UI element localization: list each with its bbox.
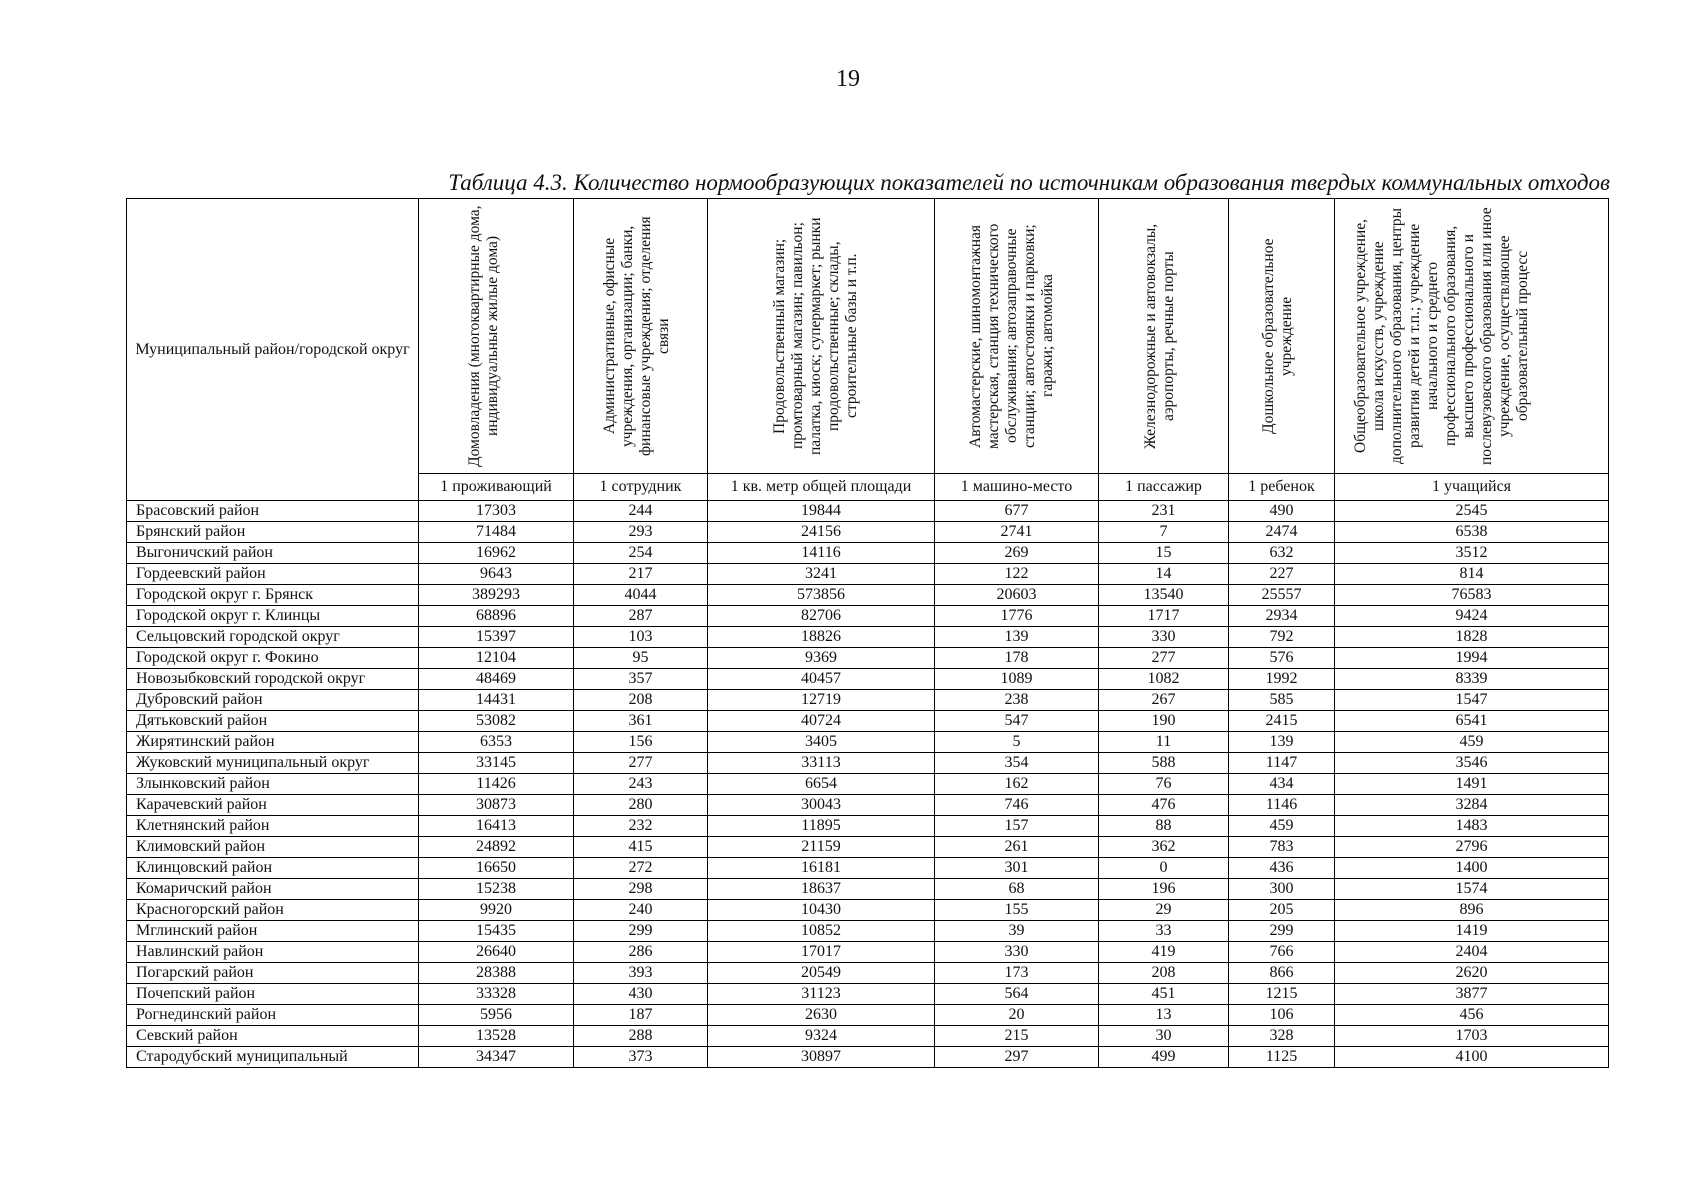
region-name-cell: Погарский район [127,963,419,984]
value-cell: 76 [1099,774,1229,795]
value-cell: 103 [574,627,708,648]
region-name-cell: Дубровский район [127,690,419,711]
header-row [127,199,1609,474]
value-cell: 71484 [419,522,574,543]
value-cell: 15435 [419,921,574,942]
value-cell: 238 [935,690,1099,711]
table-row [127,879,1609,900]
value-cell: 28388 [419,963,574,984]
value-cell: 76583 [1335,585,1609,606]
value-cell: 490 [1229,501,1335,522]
table-row [127,543,1609,564]
value-cell: 288 [574,1026,708,1047]
value-cell: 300 [1229,879,1335,900]
region-name-cell: Городской округ г. Клинцы [127,606,419,627]
value-cell: 476 [1099,795,1229,816]
region-name-cell: Стародубский муниципальный [127,1047,419,1068]
value-cell: 16650 [419,858,574,879]
table-body [127,501,1609,1068]
value-cell: 243 [574,774,708,795]
table-row [127,648,1609,669]
value-cell: 1574 [1335,879,1609,900]
table-row [127,753,1609,774]
value-cell: 1125 [1229,1047,1335,1068]
region-name-cell: Городской округ г. Фокино [127,648,419,669]
value-cell: 25557 [1229,585,1335,606]
region-name-cell: Гордеевский район [127,564,419,585]
value-cell: 13528 [419,1026,574,1047]
value-cell: 244 [574,501,708,522]
value-cell: 227 [1229,564,1335,585]
value-cell: 361 [574,711,708,732]
value-cell: 139 [935,627,1099,648]
value-cell: 9324 [708,1026,935,1047]
value-cell: 26640 [419,942,574,963]
value-cell: 208 [1099,963,1229,984]
region-name-cell: Новозыбковский городской округ [127,669,419,690]
value-cell: 18637 [708,879,935,900]
value-cell: 430 [574,984,708,1005]
value-cell: 576 [1229,648,1335,669]
table-caption: Таблица 4.3. Количество нормообразующих показателей по источникам образования твердых коммунальных отходов [448,170,1610,195]
column-header-offices: Административные, офисные учреждения, организации; банки, финансовые учреждения; отделения связи [574,199,708,474]
value-cell: 3241 [708,564,935,585]
value-cell: 88 [1099,816,1229,837]
value-cell: 11 [1099,732,1229,753]
value-cell: 373 [574,1047,708,1068]
unit-cell: 1 машино-место [935,474,1099,501]
table-row [127,900,1609,921]
value-cell: 564 [935,984,1099,1005]
region-name-cell: Городской округ г. Брянск [127,585,419,606]
value-cell: 269 [935,543,1099,564]
value-cell: 1703 [1335,1026,1609,1047]
value-cell: 357 [574,669,708,690]
value-cell: 1547 [1335,690,1609,711]
value-cell: 451 [1099,984,1229,1005]
value-cell: 287 [574,606,708,627]
value-cell: 328 [1229,1026,1335,1047]
value-cell: 261 [935,837,1099,858]
value-cell: 16181 [708,858,935,879]
unit-cell: 1 кв. метр общей площади [708,474,935,501]
value-cell: 766 [1229,942,1335,963]
column-header-households: Домовладения (многоквартирные дома, индивидуальные жилые дома) [419,199,574,474]
value-cell: 677 [935,501,1099,522]
value-cell: 299 [574,921,708,942]
value-cell: 173 [935,963,1099,984]
column-header-shops: Продовольственный магазин; промтоварный магазин; павильон; палатка, киоск; супермаркет; рынки продовольственные; склады, строительные базы и т.п. [708,199,935,474]
value-cell: 354 [935,753,1099,774]
value-cell: 1776 [935,606,1099,627]
region-name-cell: Жирятинский район [127,732,419,753]
value-cell: 33 [1099,921,1229,942]
table-row [127,795,1609,816]
value-cell: 3405 [708,732,935,753]
value-cell: 190 [1099,711,1229,732]
value-cell: 783 [1229,837,1335,858]
value-cell: 20549 [708,963,935,984]
value-cell: 330 [935,942,1099,963]
value-cell: 866 [1229,963,1335,984]
value-cell: 30873 [419,795,574,816]
value-cell: 17303 [419,501,574,522]
value-cell: 178 [935,648,1099,669]
value-cell: 33113 [708,753,935,774]
value-cell: 389293 [419,585,574,606]
table-row [127,627,1609,648]
value-cell: 12719 [708,690,935,711]
table-row [127,774,1609,795]
value-cell: 17017 [708,942,935,963]
unit-cell: 1 сотрудник [574,474,708,501]
value-cell: 6654 [708,774,935,795]
value-cell: 20603 [935,585,1099,606]
value-cell: 277 [574,753,708,774]
value-cell: 746 [935,795,1099,816]
value-cell: 155 [935,900,1099,921]
waste-norms-table [126,198,1609,1068]
table-row [127,606,1609,627]
value-cell: 3284 [1335,795,1609,816]
region-name-cell: Жуковский муниципальный округ [127,753,419,774]
value-cell: 434 [1229,774,1335,795]
value-cell: 280 [574,795,708,816]
value-cell: 2545 [1335,501,1609,522]
value-cell: 14116 [708,543,935,564]
value-cell: 814 [1335,564,1609,585]
table-row [127,501,1609,522]
value-cell: 15 [1099,543,1229,564]
table-row [127,816,1609,837]
value-cell: 1089 [935,669,1099,690]
value-cell: 16413 [419,816,574,837]
table-row [127,669,1609,690]
value-cell: 1146 [1229,795,1335,816]
value-cell: 547 [935,711,1099,732]
value-cell: 33145 [419,753,574,774]
unit-cell: 1 пассажир [1099,474,1229,501]
value-cell: 3512 [1335,543,1609,564]
value-cell: 1992 [1229,669,1335,690]
unit-cell: 1 проживающий [419,474,574,501]
value-cell: 6353 [419,732,574,753]
value-cell: 208 [574,690,708,711]
value-cell: 299 [1229,921,1335,942]
region-name-cell: Клетнянский район [127,816,419,837]
value-cell: 459 [1335,732,1609,753]
region-name-cell: Брасовский район [127,501,419,522]
value-cell: 272 [574,858,708,879]
value-cell: 6538 [1335,522,1609,543]
region-name-cell: Выгоничский район [127,543,419,564]
region-name-cell: Клинцовский район [127,858,419,879]
value-cell: 1491 [1335,774,1609,795]
table-row [127,837,1609,858]
value-cell: 301 [935,858,1099,879]
region-name-cell: Почепский район [127,984,419,1005]
table-row [127,1026,1609,1047]
value-cell: 393 [574,963,708,984]
value-cell: 16962 [419,543,574,564]
column-header-stations: Железнодорожные и автовокзалы, аэропорты, речные порты [1099,199,1229,474]
value-cell: 15238 [419,879,574,900]
column-header-schools: Общеобразовательное учреждение, школа искусств, учреждение дополнительного образования, центры развития детей и т.п.; учреждение начального и среднего профессионального образования, высшего профессионального и послевузовского образования или иное учреждение, осуществляющее образовательный процесс [1335,199,1609,474]
value-cell: 40457 [708,669,935,690]
table-row [127,921,1609,942]
region-name-cell: Дятьковский район [127,711,419,732]
value-cell: 415 [574,837,708,858]
value-cell: 95 [574,648,708,669]
value-cell: 8339 [1335,669,1609,690]
value-cell: 39 [935,921,1099,942]
value-cell: 13 [1099,1005,1229,1026]
value-cell: 68 [935,879,1099,900]
value-cell: 2474 [1229,522,1335,543]
table-row [127,963,1609,984]
unit-cell: 1 ребенок [1229,474,1335,501]
value-cell: 33328 [419,984,574,1005]
value-cell: 254 [574,543,708,564]
value-cell: 298 [574,879,708,900]
value-cell: 9369 [708,648,935,669]
value-cell: 2796 [1335,837,1609,858]
table-row [127,522,1609,543]
region-name-cell: Севский район [127,1026,419,1047]
value-cell: 9643 [419,564,574,585]
value-cell: 11426 [419,774,574,795]
value-cell: 31123 [708,984,935,1005]
value-cell: 29 [1099,900,1229,921]
value-cell: 1419 [1335,921,1609,942]
value-cell: 2415 [1229,711,1335,732]
value-cell: 1717 [1099,606,1229,627]
value-cell: 240 [574,900,708,921]
region-name-cell: Красногорский район [127,900,419,921]
value-cell: 157 [935,816,1099,837]
value-cell: 205 [1229,900,1335,921]
unit-cell: 1 учащийся [1335,474,1609,501]
value-cell: 585 [1229,690,1335,711]
value-cell: 499 [1099,1047,1229,1068]
value-cell: 14431 [419,690,574,711]
value-cell: 2934 [1229,606,1335,627]
value-cell: 9424 [1335,606,1609,627]
value-cell: 286 [574,942,708,963]
value-cell: 19844 [708,501,935,522]
value-cell: 122 [935,564,1099,585]
value-cell: 632 [1229,543,1335,564]
value-cell: 3877 [1335,984,1609,1005]
value-cell: 14 [1099,564,1229,585]
value-cell: 1215 [1229,984,1335,1005]
value-cell: 34347 [419,1047,574,1068]
value-cell: 24156 [708,522,935,543]
value-cell: 1400 [1335,858,1609,879]
table-row [127,711,1609,732]
value-cell: 2630 [708,1005,935,1026]
region-name-cell: Карачевский район [127,795,419,816]
table-row [127,942,1609,963]
value-cell: 4044 [574,585,708,606]
value-cell: 293 [574,522,708,543]
table-row [127,732,1609,753]
value-cell: 267 [1099,690,1229,711]
value-cell: 2404 [1335,942,1609,963]
value-cell: 2741 [935,522,1099,543]
value-cell: 156 [574,732,708,753]
value-cell: 1828 [1335,627,1609,648]
table-row [127,564,1609,585]
value-cell: 30897 [708,1047,935,1068]
value-cell: 30043 [708,795,935,816]
value-cell: 215 [935,1026,1099,1047]
region-name-cell: Злынковский район [127,774,419,795]
value-cell: 10852 [708,921,935,942]
value-cell: 15397 [419,627,574,648]
value-cell: 330 [1099,627,1229,648]
value-cell: 24892 [419,837,574,858]
region-name-cell: Мглинский район [127,921,419,942]
value-cell: 1147 [1229,753,1335,774]
value-cell: 18826 [708,627,935,648]
value-cell: 588 [1099,753,1229,774]
table-row [127,858,1609,879]
value-cell: 0 [1099,858,1229,879]
value-cell: 4100 [1335,1047,1609,1068]
value-cell: 53082 [419,711,574,732]
value-cell: 277 [1099,648,1229,669]
value-cell: 139 [1229,732,1335,753]
value-cell: 9920 [419,900,574,921]
value-cell: 68896 [419,606,574,627]
value-cell: 20 [935,1005,1099,1026]
region-column-header: Муниципальный район/городской округ [127,199,419,501]
value-cell: 7 [1099,522,1229,543]
value-cell: 573856 [708,585,935,606]
value-cell: 1994 [1335,648,1609,669]
column-header-preschool: Дошкольное образовательное учреждение [1229,199,1335,474]
table-row [127,1005,1609,1026]
value-cell: 3546 [1335,753,1609,774]
value-cell: 48469 [419,669,574,690]
value-cell: 792 [1229,627,1335,648]
value-cell: 12104 [419,648,574,669]
table-row [127,690,1609,711]
value-cell: 106 [1229,1005,1335,1026]
value-cell: 297 [935,1047,1099,1068]
value-cell: 217 [574,564,708,585]
value-cell: 13540 [1099,585,1229,606]
region-name-cell: Климовский район [127,837,419,858]
value-cell: 1483 [1335,816,1609,837]
value-cell: 419 [1099,942,1229,963]
table-row [127,1047,1609,1068]
value-cell: 82706 [708,606,935,627]
value-cell: 456 [1335,1005,1609,1026]
value-cell: 30 [1099,1026,1229,1047]
region-name-cell: Навлинский район [127,942,419,963]
value-cell: 196 [1099,879,1229,900]
value-cell: 21159 [708,837,935,858]
region-name-cell: Сельцовский городской округ [127,627,419,648]
value-cell: 1082 [1099,669,1229,690]
value-cell: 40724 [708,711,935,732]
page-number: 19 [836,66,860,92]
value-cell: 5 [935,732,1099,753]
value-cell: 162 [935,774,1099,795]
value-cell: 6541 [1335,711,1609,732]
value-cell: 10430 [708,900,935,921]
value-cell: 436 [1229,858,1335,879]
region-name-cell: Брянский район [127,522,419,543]
value-cell: 896 [1335,900,1609,921]
value-cell: 2620 [1335,963,1609,984]
table-row [127,984,1609,1005]
value-cell: 231 [1099,501,1229,522]
table-row [127,585,1609,606]
value-cell: 362 [1099,837,1229,858]
region-name-cell: Рогнединский район [127,1005,419,1026]
value-cell: 5956 [419,1005,574,1026]
value-cell: 232 [574,816,708,837]
value-cell: 459 [1229,816,1335,837]
value-cell: 187 [574,1005,708,1026]
value-cell: 11895 [708,816,935,837]
region-name-cell: Комаричский район [127,879,419,900]
column-header-auto-services: Автомастерские, шиномонтажная мастерская, станция технического обслуживания; автозаправочные станции; автостоянки и парковки; гаражи; автомойка [935,199,1099,474]
